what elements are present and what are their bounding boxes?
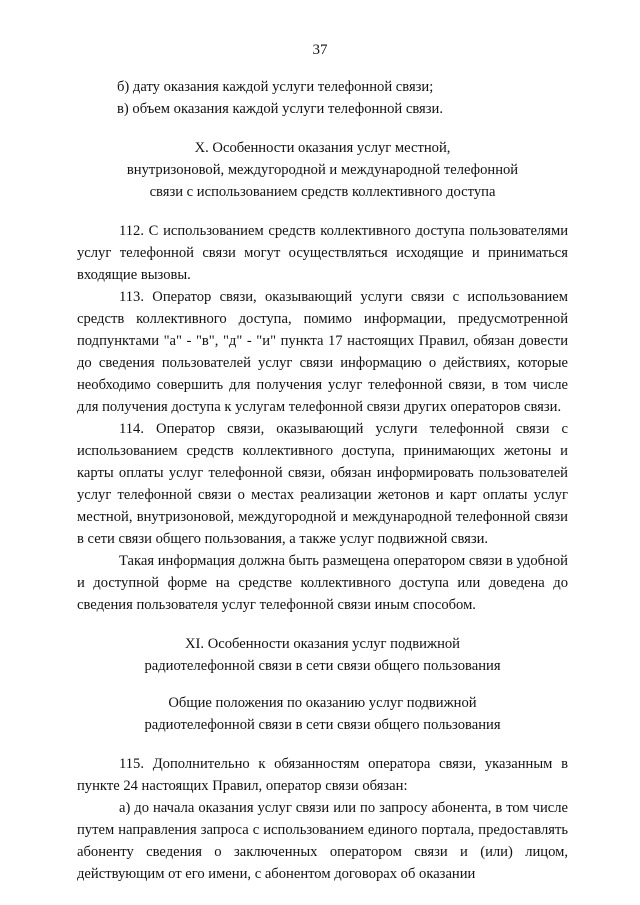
paragraph-115-a: а) до начала оказания услуг связи или по запросу абонента, в том числе путем направления запроса с использованием единого портала, предоставлять абоненту сведения о заключенных оператором связи и (или) лицом, действующим от его имени, с абонентом договорах об оказании bbox=[77, 800, 568, 882]
paragraph-114: 114. Оператор связи, оказывающий услуги телефонной связи с использованием средств коллективного доступа, принимающих жетоны и карты оплаты услуг телефонной связи, обязан информировать пользователей услуг телефонной связи о местах реализации жетонов и карт оплаты услуг местной, внутризоновой, междугородной и международной телефонной связи в сети связи общего пользования, а также услуг подвижной связи. bbox=[77, 421, 568, 547]
document-body bbox=[77, 76, 568, 885]
list-item-v: в) объем оказания каждой услуги телефонной связи. bbox=[117, 101, 443, 117]
section-x-heading bbox=[77, 137, 568, 203]
section-x-heading-line: внутризоновой, междугородной и международной телефонной bbox=[126, 162, 519, 178]
paragraph-115: 115. Дополнительно к обязанностям оператора связи, указанным в пункте 24 настоящих Правил, оператор связи обязан: bbox=[77, 756, 568, 794]
section-xi-subheading-line: Общие положения по оказанию услуг подвижной bbox=[168, 695, 477, 711]
list-item-b: б) дату оказания каждой услуги телефонной связи; bbox=[117, 79, 434, 95]
section-xi-heading-line: XI. Особенности оказания услуг подвижной bbox=[185, 636, 460, 652]
section-xi-heading-line: радиотелефонной связи в сети связи общего пользования bbox=[144, 658, 501, 674]
page-number: 37 bbox=[312, 42, 328, 58]
section-xi-subheading bbox=[77, 692, 568, 736]
section-xi-heading bbox=[77, 633, 568, 677]
section-x-heading-line: связи с использованием средств коллективного доступа bbox=[149, 184, 496, 200]
paragraph-113: 113. Оператор связи, оказывающий услуги связи с использованием средств коллективного доступа, помимо информации, предусмотренной подпунктами "а" - "в", "д" - "и" пункта 17 настоящих Правил, обязан довести до сведения пользователей услуг связи информацию о действиях, которые необходимо совершить для получения услуг телефонной связи, в том числе для получения доступа к услугам телефонной связи других операторов связи. bbox=[77, 289, 568, 415]
paragraph-info: Такая информация должна быть размещена оператором связи в удобной и доступной форме на средстве коллективного доступа или доведена до сведения пользователя услуг телефонной связи иным способом. bbox=[77, 553, 568, 613]
paragraph-112: 112. С использованием средств коллективного доступа пользователями услуг телефонной связи могут осуществляться исходящие и приниматься входящие вызовы. bbox=[77, 223, 568, 283]
section-x-heading-line: X. Особенности оказания услуг местной, bbox=[194, 140, 451, 156]
section-xi-subheading-line: радиотелефонной связи в сети связи общего пользования bbox=[144, 717, 501, 733]
